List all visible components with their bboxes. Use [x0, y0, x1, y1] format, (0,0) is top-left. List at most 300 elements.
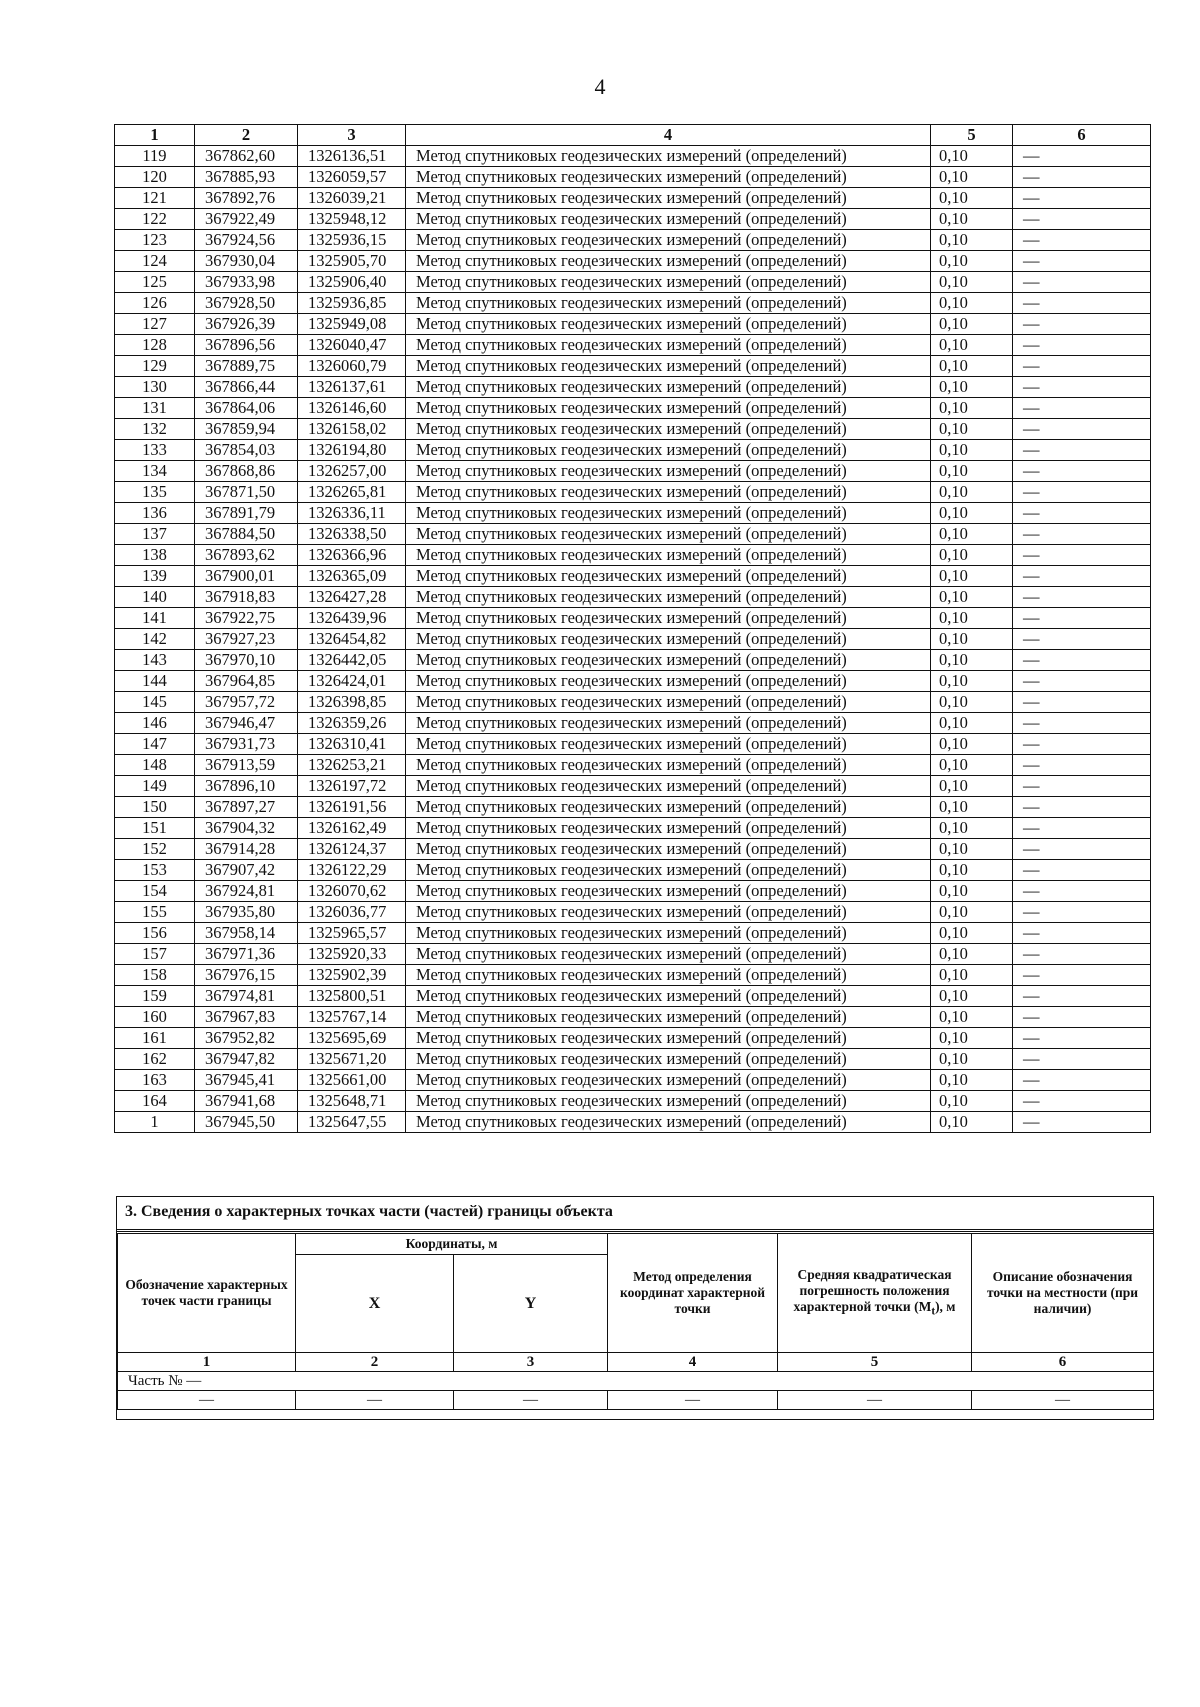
table-cell: — — [1013, 251, 1151, 272]
table-row — [115, 755, 1151, 776]
table-cell: 164 — [115, 1091, 195, 1112]
table-cell: 1326265,81 — [298, 482, 406, 503]
table-cell: 159 — [115, 986, 195, 1007]
table-cell: 0,10 — [931, 1028, 1013, 1049]
table-cell: 1326257,00 — [298, 461, 406, 482]
table-cell: 0,10 — [931, 146, 1013, 167]
header-row — [115, 125, 1151, 146]
table-cell: Метод спутниковых геодезических измерений (определений) — [406, 650, 931, 671]
table-cell: 119 — [115, 146, 195, 167]
table-row — [115, 1028, 1151, 1049]
table-row — [115, 734, 1151, 755]
table-cell: — — [1013, 881, 1151, 902]
table-cell: Метод спутниковых геодезических измерений (определений) — [406, 209, 931, 230]
table-cell: — — [1013, 965, 1151, 986]
table-cell: Метод спутниковых геодезических измерений (определений) — [406, 923, 931, 944]
table-cell: — — [1013, 230, 1151, 251]
table-cell: Метод спутниковых геодезических измерений (определений) — [406, 608, 931, 629]
table-cell: 156 — [115, 923, 195, 944]
table-cell: 154 — [115, 881, 195, 902]
table-cell: 130 — [115, 377, 195, 398]
table-cell: Метод спутниковых геодезических измерений (определений) — [406, 755, 931, 776]
table-row — [115, 1007, 1151, 1028]
table-row — [115, 398, 1151, 419]
table-row — [115, 587, 1151, 608]
table-cell: 1326158,02 — [298, 419, 406, 440]
table-cell: Метод спутниковых геодезических измерений (определений) — [406, 146, 931, 167]
table-cell: — — [1013, 146, 1151, 167]
table-cell: 0,10 — [931, 1070, 1013, 1091]
table-cell: 0,10 — [931, 377, 1013, 398]
table-cell: 137 — [115, 524, 195, 545]
table-cell: 142 — [115, 629, 195, 650]
table-cell: 0,10 — [931, 587, 1013, 608]
table-cell: 139 — [115, 566, 195, 587]
table-cell: — — [1013, 440, 1151, 461]
table-cell: — — [1013, 1049, 1151, 1070]
table-cell: 367907,42 — [195, 860, 298, 881]
table-cell: 367896,10 — [195, 776, 298, 797]
table-row — [115, 503, 1151, 524]
table-row — [115, 419, 1151, 440]
table-cell: 367918,83 — [195, 587, 298, 608]
table-cell: Метод спутниковых геодезических измерений (определений) — [406, 1070, 931, 1091]
header-method: Метод определения координат характерной точки — [608, 1234, 778, 1353]
table-cell: — — [1013, 734, 1151, 755]
table-row — [115, 146, 1151, 167]
table-row — [115, 1049, 1151, 1070]
table-cell: — — [608, 1391, 778, 1410]
table-cell: Метод спутниковых геодезических измерений (определений) — [406, 776, 931, 797]
table-cell: 1325936,15 — [298, 230, 406, 251]
table-cell: 1325905,70 — [298, 251, 406, 272]
table-cell: 0,10 — [931, 482, 1013, 503]
header-cell: 6 — [1013, 125, 1151, 146]
section-3-block — [116, 1196, 1154, 1420]
table-cell: Метод спутниковых геодезических измерений (определений) — [406, 587, 931, 608]
table-cell: — — [1013, 482, 1151, 503]
table-cell: Метод спутниковых геодезических измерений (определений) — [406, 377, 931, 398]
table-cell: — — [1013, 398, 1151, 419]
table-cell: Метод спутниковых геодезических измерений (определений) — [406, 398, 931, 419]
table-cell: 0,10 — [931, 524, 1013, 545]
table-cell: Метод спутниковых геодезических измерений (определений) — [406, 1007, 931, 1028]
table-cell: — — [1013, 461, 1151, 482]
table-row — [115, 902, 1151, 923]
table-cell: 367927,23 — [195, 629, 298, 650]
table-row — [115, 797, 1151, 818]
table-cell: 144 — [115, 671, 195, 692]
table-cell: 367859,94 — [195, 419, 298, 440]
table-cell: — — [1013, 1028, 1151, 1049]
header-description: Описание обозначения точки на местности (при наличии) — [972, 1234, 1154, 1353]
table-cell: 0,10 — [931, 419, 1013, 440]
table-row — [115, 209, 1151, 230]
table-cell: Метод спутниковых геодезических измерений (определений) — [406, 293, 931, 314]
table-cell: 0,10 — [931, 944, 1013, 965]
table-cell: 0,10 — [931, 797, 1013, 818]
table-cell: 0,10 — [931, 692, 1013, 713]
table-cell: Метод спутниковых геодезических измерений (определений) — [406, 503, 931, 524]
table-cell: Метод спутниковых геодезических измерений (определений) — [406, 902, 931, 923]
table-cell: 129 — [115, 356, 195, 377]
table-cell: 0,10 — [931, 188, 1013, 209]
table-cell: 367913,59 — [195, 755, 298, 776]
table-cell: — — [1013, 818, 1151, 839]
table-cell: 128 — [115, 335, 195, 356]
table-cell: 367928,50 — [195, 293, 298, 314]
table-cell: Метод спутниковых геодезических измерений (определений) — [406, 188, 931, 209]
table-cell: 367964,85 — [195, 671, 298, 692]
table-cell: Метод спутниковых геодезических измерений (определений) — [406, 860, 931, 881]
table-cell: 120 — [115, 167, 195, 188]
table-cell: 1326454,82 — [298, 629, 406, 650]
table-cell: 0,10 — [931, 902, 1013, 923]
table-cell: 1325920,33 — [298, 944, 406, 965]
table-cell: 1325906,40 — [298, 272, 406, 293]
table-row — [115, 545, 1151, 566]
column-number: 5 — [778, 1353, 972, 1372]
table-cell: Метод спутниковых геодезических измерений (определений) — [406, 944, 931, 965]
table-cell: 367891,79 — [195, 503, 298, 524]
table-cell: — — [1013, 650, 1151, 671]
column-number: 1 — [118, 1353, 296, 1372]
table-cell: 1326194,80 — [298, 440, 406, 461]
table-cell: 367885,93 — [195, 167, 298, 188]
table-cell: 1325965,57 — [298, 923, 406, 944]
table-cell: 367941,68 — [195, 1091, 298, 1112]
table-cell: 0,10 — [931, 503, 1013, 524]
table-cell: 138 — [115, 545, 195, 566]
part-points-table — [117, 1233, 1154, 1410]
table-cell: — — [1013, 629, 1151, 650]
table-cell: 367914,28 — [195, 839, 298, 860]
table-cell: 0,10 — [931, 1091, 1013, 1112]
table-row — [115, 944, 1151, 965]
table-cell: 155 — [115, 902, 195, 923]
header-cell: 1 — [115, 125, 195, 146]
table-cell: 1326040,47 — [298, 335, 406, 356]
table-cell: Метод спутниковых геодезических измерений (определений) — [406, 986, 931, 1007]
table-cell: — — [1013, 755, 1151, 776]
table-cell: 367864,06 — [195, 398, 298, 419]
table-cell: — — [1013, 986, 1151, 1007]
table-cell: 1326124,37 — [298, 839, 406, 860]
table-cell: 134 — [115, 461, 195, 482]
table-cell: 126 — [115, 293, 195, 314]
column-number-row — [118, 1353, 1154, 1372]
table-cell: — — [1013, 503, 1151, 524]
table-cell: 0,10 — [931, 398, 1013, 419]
table-cell: 125 — [115, 272, 195, 293]
table-cell: 0,10 — [931, 272, 1013, 293]
table-cell: 0,10 — [931, 566, 1013, 587]
table-cell: 367884,50 — [195, 524, 298, 545]
table-cell: 367931,73 — [195, 734, 298, 755]
table-cell: 163 — [115, 1070, 195, 1091]
table-cell: 367922,49 — [195, 209, 298, 230]
table-cell: 160 — [115, 1007, 195, 1028]
table-cell: 367971,36 — [195, 944, 298, 965]
table-cell: 1326427,28 — [298, 587, 406, 608]
table-cell: 148 — [115, 755, 195, 776]
table-row — [115, 650, 1151, 671]
table-cell: 0,10 — [931, 608, 1013, 629]
table-cell: 123 — [115, 230, 195, 251]
table-row — [115, 335, 1151, 356]
table-cell: 0,10 — [931, 293, 1013, 314]
table-cell: — — [454, 1391, 608, 1410]
table-cell: 0,10 — [931, 251, 1013, 272]
table-cell: 367974,81 — [195, 986, 298, 1007]
table-cell: — — [1013, 566, 1151, 587]
page-number: 4 — [594, 74, 606, 99]
table-cell: Метод спутниковых геодезических измерений (определений) — [406, 566, 931, 587]
header-point-designation: Обозначение характерных точек части границы — [118, 1234, 296, 1353]
table-row — [115, 608, 1151, 629]
table-cell: 0,10 — [931, 650, 1013, 671]
table-cell: 367896,56 — [195, 335, 298, 356]
table-cell: Метод спутниковых геодезических измерений (определений) — [406, 524, 931, 545]
table-cell: 0,10 — [931, 965, 1013, 986]
table-cell: Метод спутниковых геодезических измерений (определений) — [406, 713, 931, 734]
table-row — [115, 839, 1151, 860]
empty-data-row — [118, 1391, 1154, 1410]
table-cell: 367957,72 — [195, 692, 298, 713]
column-number: 3 — [454, 1353, 608, 1372]
table-cell: 367924,56 — [195, 230, 298, 251]
table-cell: 0,10 — [931, 755, 1013, 776]
table-cell: 0,10 — [931, 818, 1013, 839]
table-cell: 1326336,11 — [298, 503, 406, 524]
table-cell: 135 — [115, 482, 195, 503]
table-cell: 1325800,51 — [298, 986, 406, 1007]
table-cell: 152 — [115, 839, 195, 860]
table-cell: 1326359,26 — [298, 713, 406, 734]
header-row — [118, 1234, 1154, 1255]
table-cell: 133 — [115, 440, 195, 461]
table-cell: 0,10 — [931, 209, 1013, 230]
table-cell: — — [1013, 797, 1151, 818]
table-row — [115, 272, 1151, 293]
table-row — [115, 440, 1151, 461]
table-cell: 367976,15 — [195, 965, 298, 986]
table-cell: 136 — [115, 503, 195, 524]
table-cell: — — [1013, 1007, 1151, 1028]
table-cell: 1326439,96 — [298, 608, 406, 629]
table-cell: 0,10 — [931, 713, 1013, 734]
table-cell: 0,10 — [931, 356, 1013, 377]
table-row — [115, 965, 1151, 986]
table-cell: 367945,41 — [195, 1070, 298, 1091]
table-cell: Метод спутниковых геодезических измерений (определений) — [406, 1049, 931, 1070]
table-cell: — — [972, 1391, 1154, 1410]
table-cell: 1326191,56 — [298, 797, 406, 818]
table-cell: 367904,32 — [195, 818, 298, 839]
table-cell: 0,10 — [931, 881, 1013, 902]
table-cell: 1326442,05 — [298, 650, 406, 671]
table-cell: 151 — [115, 818, 195, 839]
table-cell: Метод спутниковых геодезических измерений (определений) — [406, 356, 931, 377]
table-cell: Метод спутниковых геодезических измерений (определений) — [406, 545, 931, 566]
table-cell: — — [1013, 377, 1151, 398]
table-cell: 162 — [115, 1049, 195, 1070]
table-row — [115, 776, 1151, 797]
table-cell: 1326310,41 — [298, 734, 406, 755]
table-cell: 367854,03 — [195, 440, 298, 461]
table-row — [115, 881, 1151, 902]
table-cell: 1326039,21 — [298, 188, 406, 209]
header-error-text: Средняя квадратическая погрешность положения характерной точки (M — [793, 1266, 952, 1314]
table-cell: 1325661,00 — [298, 1070, 406, 1091]
table-cell: 121 — [115, 188, 195, 209]
table-cell: 367926,39 — [195, 314, 298, 335]
table-cell: 367893,62 — [195, 545, 298, 566]
table-cell: 367900,01 — [195, 566, 298, 587]
table-cell: Метод спутниковых геодезических измерений (определений) — [406, 419, 931, 440]
header-cell: 5 — [931, 125, 1013, 146]
table-cell: 1325936,85 — [298, 293, 406, 314]
table-row — [115, 314, 1151, 335]
table-cell: — — [1013, 608, 1151, 629]
table-cell: Метод спутниковых геодезических измерений (определений) — [406, 671, 931, 692]
table-cell: 0,10 — [931, 230, 1013, 251]
header-error-subscript: t — [931, 1305, 936, 1318]
column-number: 6 — [972, 1353, 1154, 1372]
table-cell: 141 — [115, 608, 195, 629]
table-row — [115, 671, 1151, 692]
table-cell: 1326059,57 — [298, 167, 406, 188]
table-cell: Метод спутниковых геодезических измерений (определений) — [406, 629, 931, 650]
table-cell: — — [1013, 524, 1151, 545]
table-cell: 143 — [115, 650, 195, 671]
table-cell: Метод спутниковых геодезических измерений (определений) — [406, 818, 931, 839]
table-cell: — — [1013, 356, 1151, 377]
table-cell: 157 — [115, 944, 195, 965]
table-row — [115, 860, 1151, 881]
table-cell: 0,10 — [931, 839, 1013, 860]
table-row — [115, 629, 1151, 650]
table-cell: 1326338,50 — [298, 524, 406, 545]
table-cell: 158 — [115, 965, 195, 986]
table-cell: 1326036,77 — [298, 902, 406, 923]
table-cell: 0,10 — [931, 461, 1013, 482]
table-row — [115, 461, 1151, 482]
table-cell: 132 — [115, 419, 195, 440]
table-cell: 153 — [115, 860, 195, 881]
header-y: Y — [454, 1255, 608, 1353]
table-cell: Метод спутниковых геодезических измерений (определений) — [406, 272, 931, 293]
table-cell: 0,10 — [931, 629, 1013, 650]
header-cell: 2 — [195, 125, 298, 146]
table-cell: Метод спутниковых геодезических измерений (определений) — [406, 734, 931, 755]
table-cell: 0,10 — [931, 335, 1013, 356]
double-rule — [117, 1229, 1153, 1232]
table-cell: 131 — [115, 398, 195, 419]
header-cell: 4 — [406, 125, 931, 146]
table-cell: Метод спутниковых геодезических измерений (определений) — [406, 440, 931, 461]
table-cell: 1325648,71 — [298, 1091, 406, 1112]
table-cell: — — [1013, 944, 1151, 965]
table-row — [115, 986, 1151, 1007]
table-cell: Метод спутниковых геодезических измерений (определений) — [406, 965, 931, 986]
table-cell: 1325902,39 — [298, 965, 406, 986]
table-cell: — — [1013, 860, 1151, 881]
table-row — [115, 356, 1151, 377]
table-cell: Метод спутниковых геодезических измерений (определений) — [406, 1028, 931, 1049]
table-row — [115, 482, 1151, 503]
table-cell: 1325671,20 — [298, 1049, 406, 1070]
table-cell: — — [1013, 671, 1151, 692]
table-cell: Метод спутниковых геодезических измерений (определений) — [406, 839, 931, 860]
table-cell: — — [1013, 167, 1151, 188]
table-row — [115, 923, 1151, 944]
table-cell: — — [778, 1391, 972, 1410]
table-cell: 0,10 — [931, 167, 1013, 188]
table-row — [115, 230, 1151, 251]
table-cell: 0,10 — [931, 860, 1013, 881]
table-cell: Метод спутниковых геодезических измерений (определений) — [406, 461, 931, 482]
table-cell: 146 — [115, 713, 195, 734]
table-cell: — — [1013, 1070, 1151, 1091]
table-cell: 0,10 — [931, 314, 1013, 335]
header-cell: 3 — [298, 125, 406, 146]
table-cell: — — [118, 1391, 296, 1410]
table-cell: 1325767,14 — [298, 1007, 406, 1028]
table-cell: 0,10 — [931, 776, 1013, 797]
table-cell: 367952,82 — [195, 1028, 298, 1049]
table-cell: — — [1013, 692, 1151, 713]
table-cell: 0,10 — [931, 671, 1013, 692]
table-cell: 140 — [115, 587, 195, 608]
table-cell: 367945,50 — [195, 1112, 298, 1133]
table-cell: 367947,82 — [195, 1049, 298, 1070]
table-cell: 127 — [115, 314, 195, 335]
header-error-unit: ), м — [935, 1298, 956, 1314]
table-cell: Метод спутниковых геодезических измерений (определений) — [406, 167, 931, 188]
table-cell: 150 — [115, 797, 195, 818]
table-cell: 367935,80 — [195, 902, 298, 923]
coordinates-table-body — [115, 146, 1151, 1133]
table-cell: — — [1013, 587, 1151, 608]
table-cell: Метод спутниковых геодезических измерений (определений) — [406, 1091, 931, 1112]
table-cell: 1326253,21 — [298, 755, 406, 776]
table-cell: 1325949,08 — [298, 314, 406, 335]
header-coordinates: Координаты, м — [296, 1234, 608, 1255]
table-row — [115, 1091, 1151, 1112]
coordinates-table — [114, 124, 1151, 1133]
table-cell: 0,10 — [931, 734, 1013, 755]
table-row — [115, 692, 1151, 713]
table-cell: 147 — [115, 734, 195, 755]
table-cell: 367922,75 — [195, 608, 298, 629]
table-cell: 0,10 — [931, 545, 1013, 566]
table-row — [115, 167, 1151, 188]
table-cell: — — [1013, 1112, 1151, 1133]
table-cell: 1326146,60 — [298, 398, 406, 419]
table-cell: 367862,60 — [195, 146, 298, 167]
table-cell: — — [1013, 293, 1151, 314]
table-cell: — — [1013, 713, 1151, 734]
table-cell: 367924,81 — [195, 881, 298, 902]
table-cell: — — [1013, 902, 1151, 923]
table-cell: 1326366,96 — [298, 545, 406, 566]
table-cell: 1325647,55 — [298, 1112, 406, 1133]
table-cell: 367892,76 — [195, 188, 298, 209]
table-cell: 1325948,12 — [298, 209, 406, 230]
table-cell: 1326070,62 — [298, 881, 406, 902]
table-cell: Метод спутниковых геодезических измерений (определений) — [406, 692, 931, 713]
